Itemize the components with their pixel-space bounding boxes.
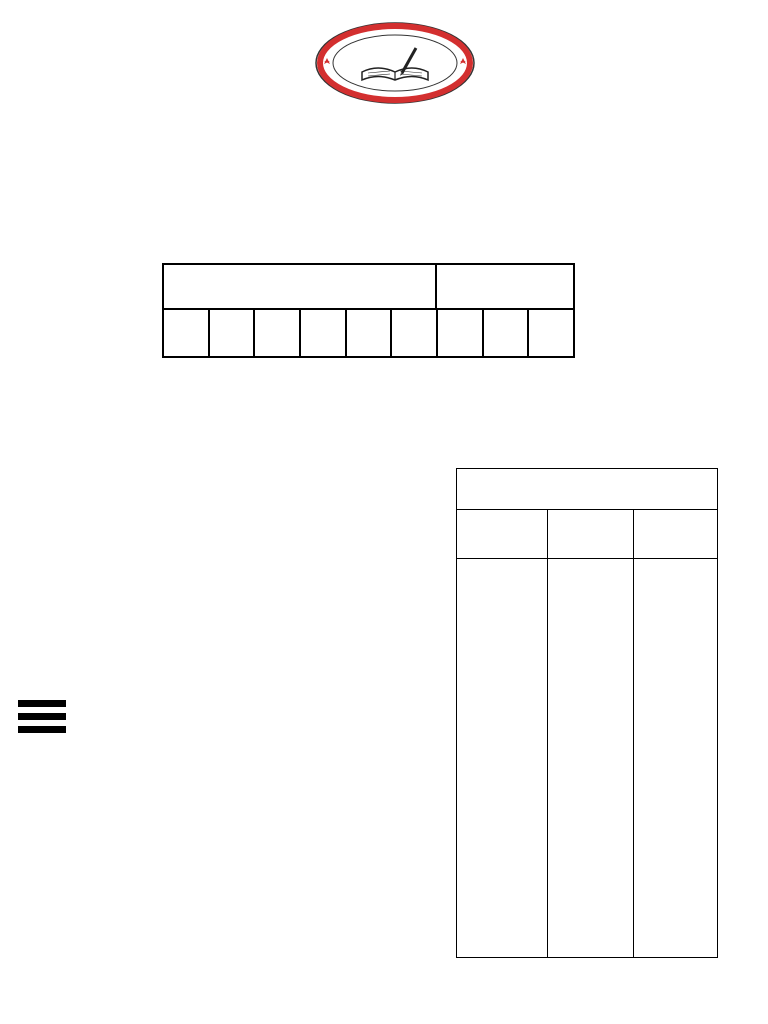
personal-digit-cell[interactable]	[438, 310, 484, 356]
exam-board-logo	[312, 20, 478, 106]
personal-digit-cell[interactable]	[484, 310, 530, 356]
examiners-table-heading	[457, 469, 717, 510]
emis-label	[164, 265, 437, 310]
emis-digit-cell[interactable]	[392, 310, 438, 356]
number-entry-cells	[164, 310, 573, 356]
emis-digit-cell[interactable]	[255, 310, 301, 356]
personal-digit-cell[interactable]	[529, 310, 573, 356]
emis-digit-cell[interactable]	[301, 310, 347, 356]
emis-digit-cell[interactable]	[210, 310, 256, 356]
hamburger-menu-icon[interactable]	[18, 700, 66, 739]
time-allowed	[206, 238, 286, 258]
examiners-use-table	[456, 468, 718, 958]
emis-digit-cell[interactable]	[347, 310, 393, 356]
col-exr-header	[634, 510, 717, 559]
emis-digit-cell[interactable]	[164, 310, 210, 356]
open-book-pen-logo-icon	[312, 20, 478, 106]
emis-personal-number-box	[162, 263, 575, 358]
col-qn-header	[457, 510, 548, 559]
col-mark-header	[548, 510, 634, 559]
personal-number-label	[437, 265, 574, 310]
